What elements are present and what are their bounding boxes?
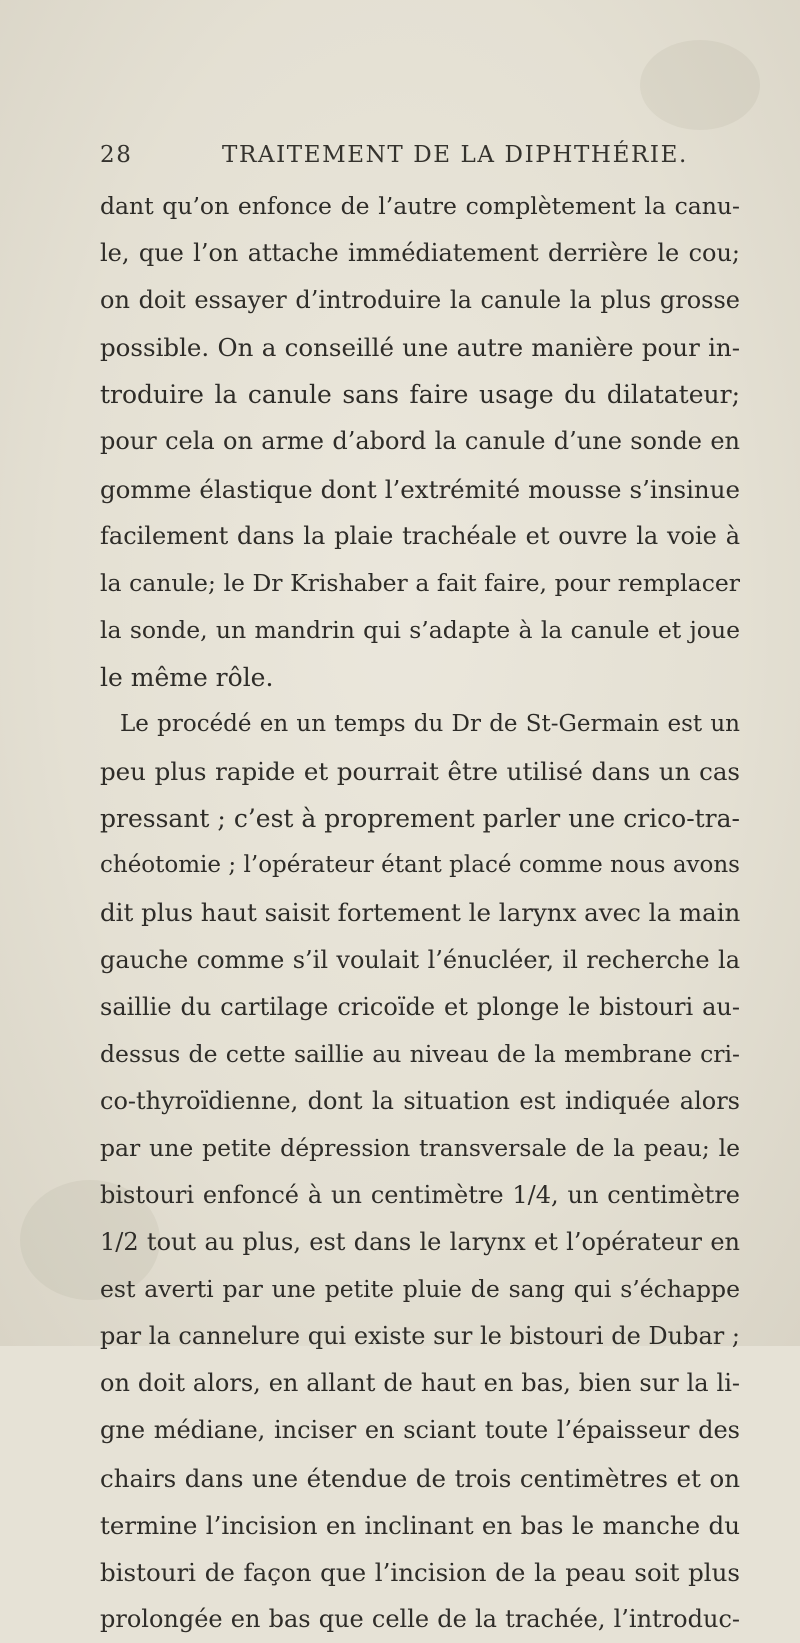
text-line: pour cela on arme d’abord la canule d’une sonde en [100,427,740,456]
text-line: bistouri de façon que l’incision de la peau soit plus [100,1557,740,1587]
text-line: termine l’incision en inclinant en bas le manche du [100,1510,740,1540]
text-line: le, que l’on attache immédiatement derrière le cou; [100,239,740,268]
text-line: pressant ; c’est à proprement parler une crico-tra- [100,804,740,834]
text-line: gne médiane, inciser en sciant toute l’épaisseur des [100,1416,740,1445]
running-title: TRAITEMENT DE LA DIPHTHÉRIE. [222,142,688,168]
text-line: dessus de cette saillie au niveau de la membrane cri- [100,1039,740,1068]
text-line: par la cannelure qui existe sur le bistouri de Dubar ; [100,1322,740,1351]
text-line: est averti par une petite pluie de sang qui s’échappe [100,1275,740,1304]
text-line: Le procédé en un temps du Dr de St-Germain est un [120,711,740,738]
text-line: la sonde, un mandrin qui s’adapte à la canule et joue [100,615,740,644]
text-line: chéotomie ; l’opérateur étant placé comme nous avons [100,852,740,879]
text-line: saillie du cartilage cricoïde et plonge le bistouri au- [100,992,740,1021]
text-line: dit plus haut saisit fortement le larynx avec la main [100,898,741,928]
text-line: dant qu’on enfonce de l’autre complètement la canu- [100,192,740,220]
text-line: bistouri enfoncé à un centimètre 1/4, un centimètre [100,1180,740,1209]
page-number: 28 [100,142,133,168]
text-line: troduire la canule sans faire usage du dilatateur; [100,380,740,410]
text-line: chairs dans une étendue de trois centimètres et on [100,1463,740,1493]
body-text [100,183,740,1643]
page-header [100,142,740,176]
text-line: peu plus rapide et pourrait être utilisé dans un cas [100,757,740,787]
text-line: la canule; le Dr Krishaber a fait faire, pour remplacer [100,568,740,597]
text-line: prolongée en bas que celle de la trachée, l’introduc- [100,1604,740,1633]
text-line: le même rôle. [100,662,274,692]
text-line: 1/2 tout au plus, est dans le larynx et l’opérateur en [100,1228,740,1257]
text-line: on doit alors, en allant de haut en bas, bien sur la li- [100,1369,740,1398]
paper-stain [640,40,760,130]
text-line: possible. On a conseillé une autre manière pour in- [100,333,740,363]
text-line: gomme élastique dont l’extrémité mousse s’insinue [100,474,740,504]
text-line: on doit essayer d’introduire la canule la plus grosse [100,286,740,315]
text-line: co-thyroïdienne, dont la situation est indiquée alors [100,1086,740,1115]
text-line: facilement dans la plaie trachéale et ouvre la voie à [100,521,740,550]
text-line: gauche comme s’il voulait l’énucléer, il recherche la [100,945,740,974]
text-line: par une petite dépression transversale de la peau; le [100,1133,740,1162]
